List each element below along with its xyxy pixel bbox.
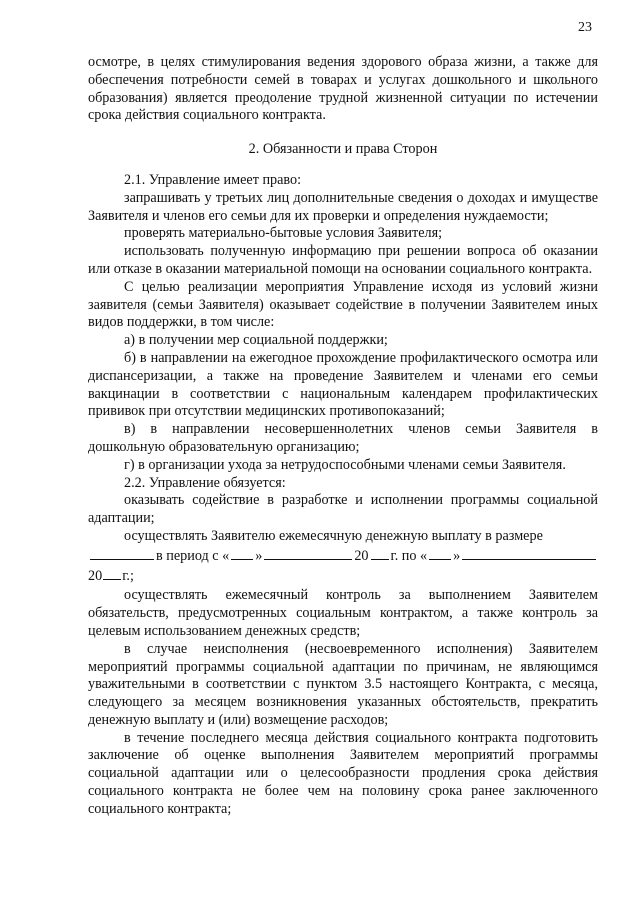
clause-2-2-item: в случае неисполнения (несвоевременного исполнения) Заявителем мероприятий программы социальной адаптации по причинам, не являющимся уважительными в соответствии с пунктом 3.5 настоящего Контракта, с месяца, следующего за месяцем возникновения указанных обстоятельств, прекратить денежную выплату и (или) возмещение расходов; (88, 640, 598, 728)
period-prefix: в период с « (156, 547, 230, 564)
year-end: г.; (122, 567, 134, 584)
clause-2-2-title: 2.2. Управление обязуется: (124, 474, 286, 491)
quote-close: » (255, 547, 263, 564)
clause-2-1-item: использовать полученную информацию при решении вопроса об оказании или отказе в оказании материальной помощи на основании социального контракта. (88, 243, 598, 277)
clause-2-2-item: в течение последнего месяца действия социального контракта подготовить заключение об оценке выполнения Заявителем мероприятий программы социальной адаптации или о целесообразности продления срока действия социального контракта не более чем на половину срока ранее заключенного социального контракта; (88, 729, 598, 817)
end-month-blank (462, 546, 596, 560)
year-blank (371, 546, 389, 560)
month-blank (264, 546, 352, 560)
year-prefix: 20 (88, 567, 103, 584)
clause-2-2-item: осуществлять ежемесячный контроль за выполнением Заявителем обязательств, предусмотренных социальным контрактом, а также контроль за целевым использованием денежных средств; (88, 587, 598, 639)
end-year-blank (103, 566, 121, 580)
intro-paragraph: осмотре, в целях стимулирования ведения здорового образа жизни, а также для обеспечения потребности семей в товарах и услугах дошкольного и школьного образования) является преодоление трудной жизненной ситуации по истечении срока действия социального контракта. (88, 54, 598, 124)
clause-2-2-item: оказывать содействие в разработке и исполнении программы социальной адаптации; (88, 492, 598, 527)
clause-2-1-title: 2.1. Управление имеет право: (124, 171, 302, 188)
support-item: а) в получении мер социальной поддержки; (124, 332, 388, 349)
support-item: г) в организации ухода за нетрудоспособными членами семьи Заявителя. (124, 456, 566, 473)
page-number: 23 (578, 20, 592, 35)
year-suffix: г. по « (390, 547, 428, 564)
document-body (88, 54, 598, 819)
day-blank (231, 546, 253, 560)
payment-text: осуществлять Заявителю ежемесячную денежную выплату в размере (124, 527, 543, 544)
support-item: в) в направлении несовершеннолетних членов семьи Заявителя в дошкольную образовательную организацию; (88, 421, 598, 455)
end-day-blank (429, 546, 451, 560)
support-intro: С целью реализации мероприятия Управление исходя из условий жизни заявителя (семьи Заявителя) оказывает содействие в получении Заявителем иных видов поддержки, в том числе: (88, 278, 598, 331)
payment-year-line (88, 566, 598, 586)
section-heading: 2. Обязанности и права Сторон (248, 141, 438, 158)
clause-2-1-item: запрашивать у третьих лиц дополнительные сведения о доходах и имуществе Заявителя и членов его семьи для их проверки и определения нуждаемости; (88, 189, 598, 224)
clause-2-1-item: проверять материально-бытовые условия Заявителя; (124, 225, 443, 242)
amount-blank (90, 546, 154, 560)
support-item: б) в направлении на ежегодное прохождение профилактического осмотра или диспансеризации, а также на проведение Заявителем и членами его семьи вакцинации в соответствии с национальным календарем профилактических прививок при отсутствии медицинских противопоказаний; (88, 349, 598, 420)
year-prefix: 20 (354, 547, 369, 564)
quote-close: » (453, 547, 461, 564)
payment-period-line (88, 546, 598, 566)
